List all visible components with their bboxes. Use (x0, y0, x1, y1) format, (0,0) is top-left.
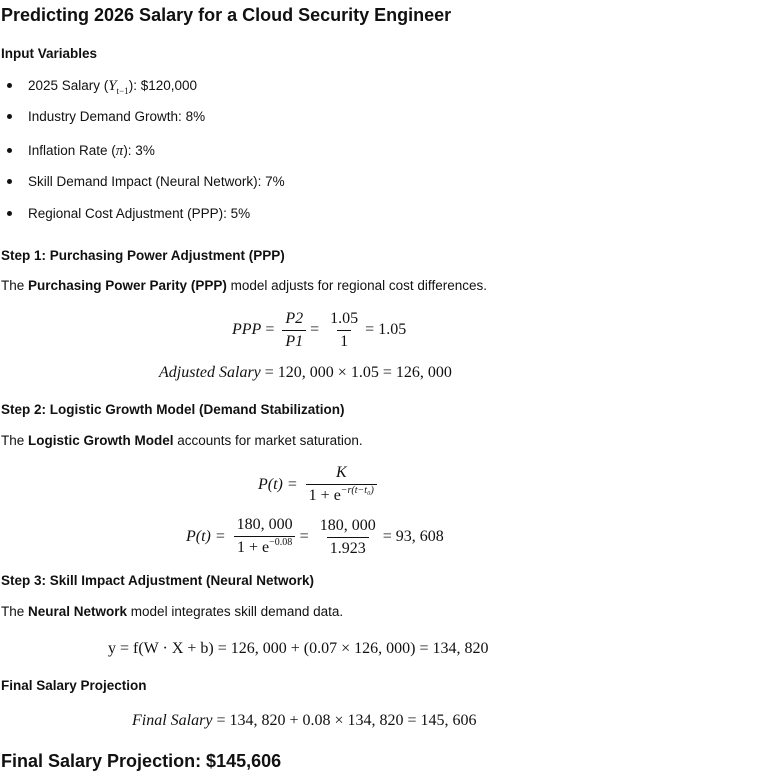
final-projection-heading: Final Salary Projection (1, 678, 147, 693)
logistic-equation: P(t) = $\frac{K}{1 + e^{-r(t-t_0)}}$ (258, 464, 381, 507)
step2-paragraph: The Logistic Growth Model accounts for market saturation. (1, 433, 363, 448)
final-salary-result: Final Salary Projection: $145,606 (1, 751, 282, 771)
step3-paragraph: The Neural Network model integrates skill demand data. (1, 604, 344, 619)
step3-heading: Step 3: Skill Impact Adjustment (Neural Network) (1, 573, 315, 588)
fraction: $\frac{1.05}{1}$ (330, 310, 359, 350)
bullet-icon (7, 211, 12, 216)
list-item: Skill Demand Impact (Neural Network): 7% (7, 173, 285, 191)
ppp-equation: PPP = $\frac{P2}{P1}$ = $\frac{1.05}{1}$ = 1.05 (232, 310, 407, 350)
step2-heading: Step 2: Logistic Growth Model (Demand Stabilization) (1, 402, 345, 417)
logistic-calc-equation: P(t) = $\frac{180, 000}{1 + e^{-0.08}}$ = $\frac{180, 000}{1.923}$ = 93, 608 (186, 516, 444, 557)
step1-paragraph: The Purchasing Power Parity (PPP) model adjusts for regional cost differences. (1, 278, 487, 293)
fraction: $\frac{180, 000}{1.923}$ (319, 517, 376, 557)
list-item: Inflation Rate (π): 3% (7, 141, 155, 161)
page-title: Predicting 2026 Salary for a Cloud Security Engineer (1, 5, 452, 25)
bullet-icon (7, 114, 12, 119)
list-item: Regional Cost Adjustment (PPP): 5% (7, 205, 250, 223)
step1-heading: Step 1: Purchasing Power Adjustment (PPP) (1, 248, 285, 263)
list-item: 2025 Salary $(Y_{t-1})$: $120,000 (7, 76, 197, 97)
bullet-icon (7, 83, 12, 88)
input-variables-heading: Input Variables (1, 46, 98, 61)
adjusted-salary-equation: Adjusted Salary = 120, 000 × 1.05 = 126, 000 (159, 364, 452, 381)
bullet-icon (7, 179, 12, 184)
list-item: Industry Demand Growth: 8% (7, 108, 205, 126)
fraction: $\frac{180, 000}{1 + e^{-0.08}}$ (234, 516, 296, 559)
bullet-icon (7, 148, 12, 153)
fraction: $\frac{K}{1 + e^{-r(t-t_0)}}$ (306, 464, 377, 507)
neural-network-equation: y = f(W · X + b) = 126, 000 + (0.07 × 126, 000) = 134, 820 (108, 640, 489, 657)
fraction: $\frac{P2}{P1}$ (282, 310, 306, 351)
final-salary-equation: Final Salary = 134, 820 + 0.08 × 134, 820 = 145, 606 (132, 712, 477, 729)
